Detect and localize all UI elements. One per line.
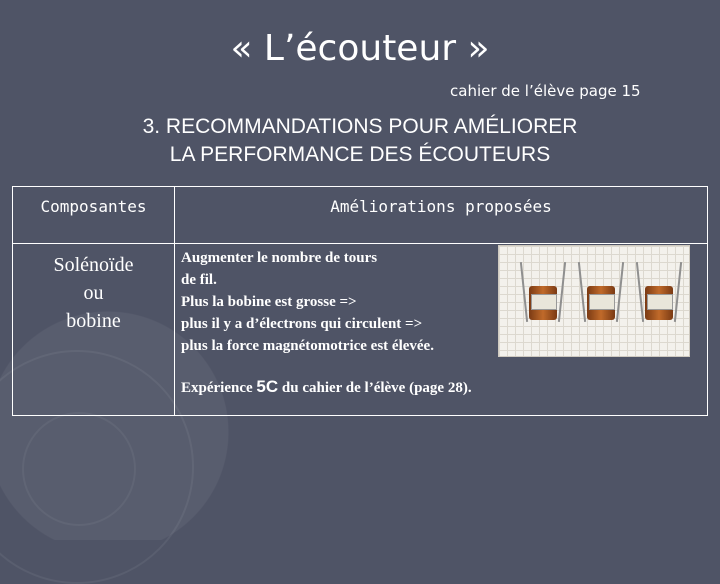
coil-image [637,276,681,326]
experience-prefix: Expérience [181,380,253,396]
coil-image [521,276,565,326]
improvement-line: Plus la bobine est grosse => [181,294,357,310]
section-heading-line-2: LA PERFORMANCE DES ÉCOUTEURS [169,143,551,166]
column-divider [174,187,175,415]
section-heading-line-1: 3. RECOMMANDATIONS POUR AMÉLIORER [142,115,578,138]
component-cell [13,251,174,335]
experience-reference [181,377,472,397]
improvement-line: plus la force magnétomotrice est élevée. [181,338,434,354]
experience-suffix: du cahier de l’élève (page 28). [281,380,472,396]
recommendations-table [12,186,708,416]
component-line: ou [83,282,104,304]
slide-title: « L’écouteur » [230,28,490,69]
reference-note: cahier de l’élève page 15 [450,82,641,100]
header-composantes: Composantes [40,197,147,216]
component-line: Solénoïde [53,254,134,276]
section-heading [0,113,720,169]
experience-code: 5C [256,377,279,396]
improvement-line: plus il y a d’électrons qui circulent => [181,316,423,332]
coil-image [579,276,623,326]
header-ameliorations: Améliorations proposées [330,197,552,216]
improvement-line: Augmenter le nombre de tours [181,250,378,266]
component-line: bobine [66,310,121,332]
improvements-text [181,247,491,357]
coils-photo [498,245,690,357]
improvement-line: de fil. [181,272,217,288]
